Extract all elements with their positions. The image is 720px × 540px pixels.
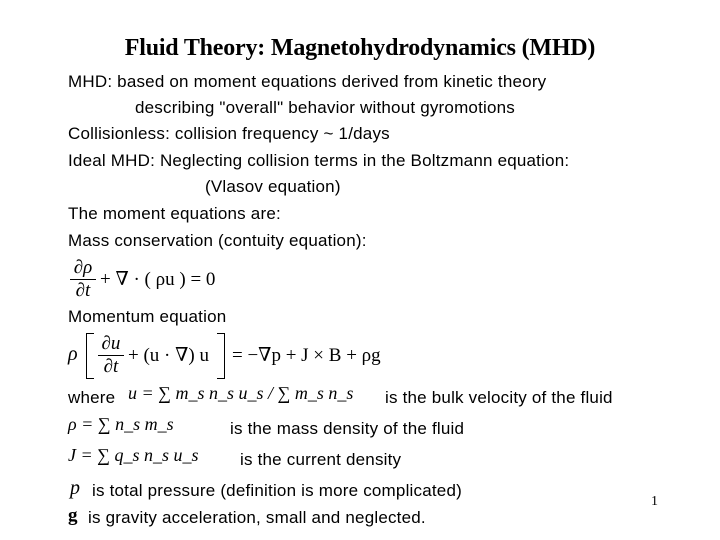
bulk-velocity-formula: u = ∑ m_s n_s u_s / ∑ m_s n_s bbox=[128, 383, 354, 403]
slide-title: Fluid Theory: Magnetohydrodynamics (MHD) bbox=[124, 35, 596, 61]
pressure-description: is total pressure (definition is more complicated) bbox=[92, 481, 462, 500]
mass-density-formula: ρ = ∑ n_s m_s bbox=[68, 414, 174, 434]
line-collisionless: Collisionless: collision frequency ~ 1/days bbox=[68, 124, 390, 143]
line-ideal-mhd: Ideal MHD: Neglecting collision terms in the Boltzmann equation: bbox=[68, 151, 570, 170]
line-momentum-equation: Momentum equation bbox=[68, 307, 227, 326]
right-bracket bbox=[217, 333, 225, 379]
line-mhd-definition: MHD: based on moment equations derived from kinetic theory bbox=[68, 72, 547, 91]
mass-density-description: is the mass density of the fluid bbox=[230, 419, 465, 438]
mass-equation-rest: + ∇ · ( ρu ) = 0 bbox=[100, 269, 216, 290]
where-label: where bbox=[68, 388, 116, 407]
line-mass-conservation: Mass conservation (contuity equation): bbox=[68, 231, 367, 250]
gravity-description: is gravity acceleration, small and neglected. bbox=[88, 508, 426, 527]
mass-fraction-numerator: ∂ρ bbox=[73, 257, 93, 278]
line-vlasov: (Vlasov equation) bbox=[205, 177, 341, 196]
momentum-fraction-denominator: ∂t bbox=[103, 356, 119, 377]
momentum-rho: ρ bbox=[68, 343, 78, 365]
gravity-symbol: g bbox=[68, 505, 78, 526]
mass-fraction bbox=[70, 258, 96, 301]
momentum-rhs: = −∇p + J × B + ρg bbox=[232, 345, 381, 366]
left-bracket bbox=[86, 333, 94, 379]
bulk-velocity-description: is the bulk velocity of the fluid bbox=[385, 388, 613, 407]
current-density-description: is the current density bbox=[240, 450, 402, 469]
current-density-formula: J = ∑ q_s n_s u_s bbox=[68, 445, 199, 465]
pressure-symbol: p bbox=[70, 477, 80, 499]
momentum-fraction bbox=[98, 334, 124, 377]
momentum-fraction-numerator: ∂u bbox=[101, 333, 121, 354]
line-moment-equations: The moment equations are: bbox=[68, 204, 281, 223]
page-number: 1 bbox=[651, 494, 658, 509]
line-overall-behavior: describing "overall" behavior without gyromotions bbox=[135, 98, 515, 117]
mass-fraction-denominator: ∂t bbox=[75, 280, 91, 301]
momentum-inner-term: + (u · ∇) u bbox=[128, 345, 209, 366]
